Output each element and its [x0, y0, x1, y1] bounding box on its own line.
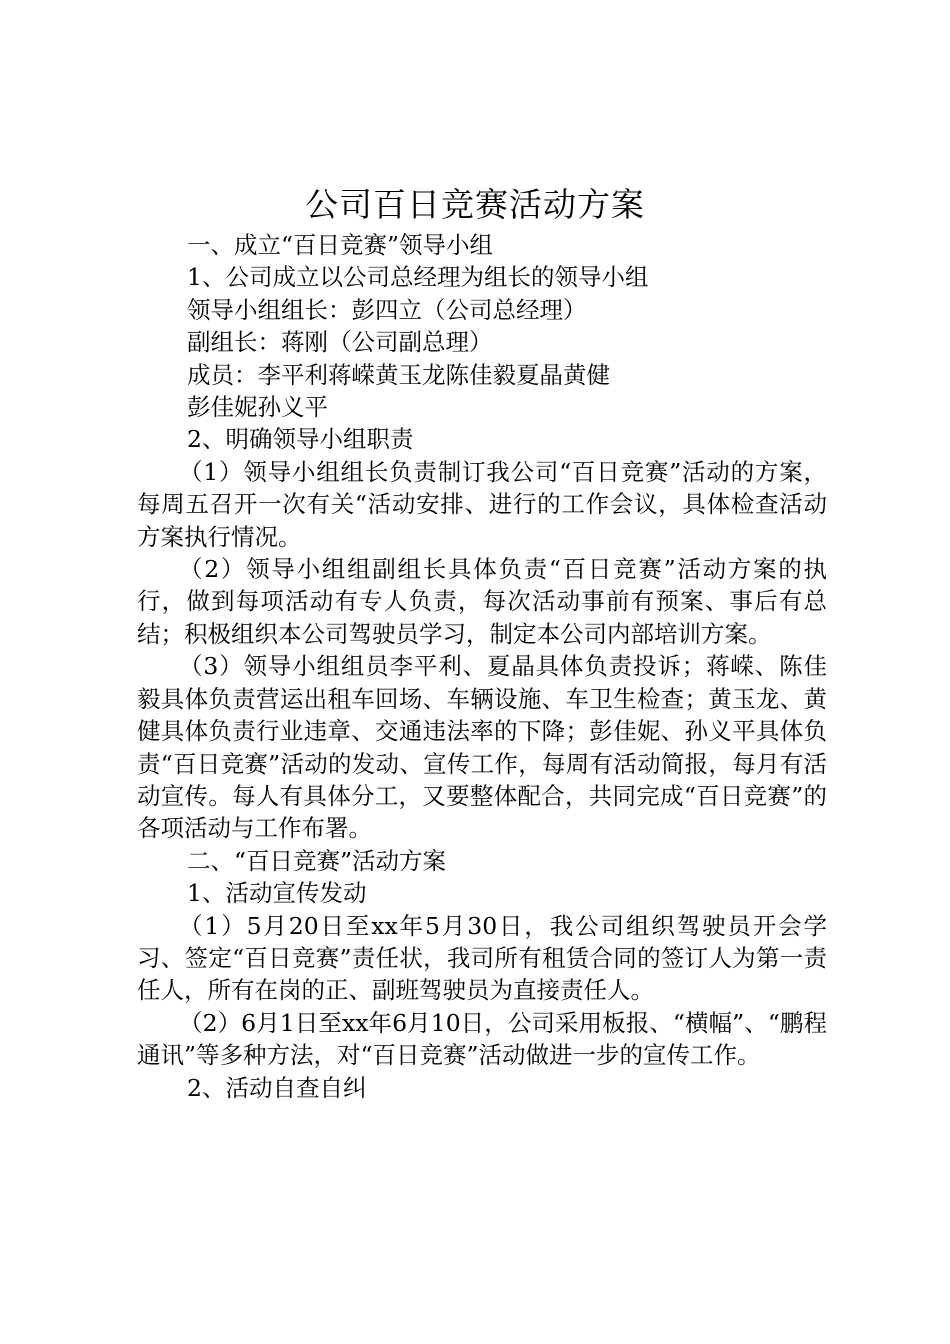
paragraph: 副组长：蒋刚（公司副总理）	[187, 328, 493, 357]
paragraph: （1）5月20日至xx年5月30日，我公司组织驾驶员开会学习、签定“百日竞赛”责任状，我司所有租赁合同的签订人为第一责任人，所有在岗的正、副班驾驶员为直接责任人。	[137, 911, 827, 1005]
paragraph: （2）6月1日至xx年6月10日，公司采用板报、“横幅”、“鹏程通讯”等多种方法，对“百日竞赛”活动做进一步的宣传工作。	[137, 1008, 827, 1070]
paragraph: （3）领导小组组员李平利、夏晶具体负责投诉；蒋嵘、陈佳毅具体负责营运出租车回场、车辆设施、车卫生检查；黄玉龙、黄健具体负责行业违章、交通违法率的下降；彭佳妮、孙义平具体负责“百日竞赛”活动的发动、宣传工作，每周有活动简报，每月有活动宣传。每人有具体分工，又要整体配合，共同完成“百日竞赛”的各项活动与工作布署。	[137, 652, 827, 843]
subsection-heading: 1、公司成立以公司总经理为组长的领导小组	[187, 263, 649, 292]
paragraph: 彭佳妮孙义平	[187, 393, 328, 422]
section-heading-1: 一、成立“百日竞赛”领导小组	[187, 231, 494, 259]
paragraph: （2）领导小组组副组长具体负责“百日竞赛”活动方案的执行，做到每项活动有专人负责，每次活动事前有预案、事后有总结；积极组织本公司驾驶员学习，制定本公司内部培训方案。	[137, 555, 827, 648]
section-heading-2: 二、“百日竞赛”活动方案	[187, 846, 447, 875]
document-body	[137, 229, 827, 1104]
document-title: 公司百日竞赛活动方案	[305, 185, 645, 224]
subsection-heading: 1、活动宣传发动	[187, 879, 367, 908]
paragraph: （1）领导小组组长负责制订我公司“百日竞赛”活动的方案，每周五召开一次有关“活动安排、进行的工作会议，具体检查活动方案执行情况。	[137, 457, 827, 551]
subsection-heading: 2、明确领导小组职责	[187, 425, 414, 454]
paragraph: 成员：李平利蒋嵘黄玉龙陈佳毅夏晶黄健	[187, 360, 610, 389]
paragraph: 领导小组组长：彭四立（公司总经理）	[187, 295, 587, 324]
subsection-heading: 2、活动自查自纠	[187, 1073, 367, 1102]
